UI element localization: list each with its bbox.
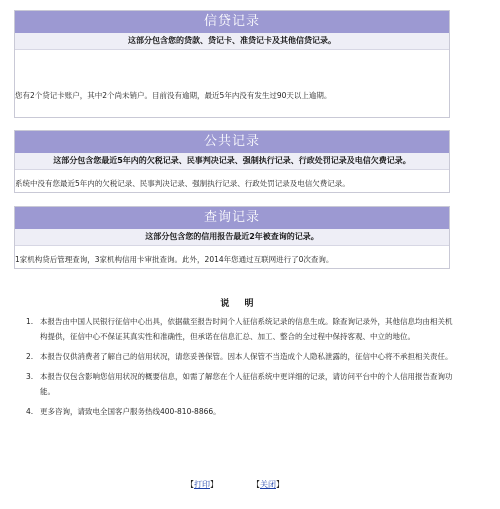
notes-title: 说 明 xyxy=(220,299,260,309)
print-control xyxy=(186,479,218,490)
query-record-summary: 1家机构贷后管理查询，3家机构信用卡审批查询。此外，2014年您通过互联网进行了0次查询。 xyxy=(15,255,334,264)
note-text: 更多咨询，请致电全国客户服务热线400-810-8866。 xyxy=(40,407,221,416)
close-bracket-close: 】 xyxy=(276,480,284,489)
query-record-subtitle: 这部分包含您的信用报告最近2年被查询的记录。 xyxy=(15,229,449,246)
note-item xyxy=(26,404,456,419)
public-record-title: 公共记录 xyxy=(15,131,449,153)
public-record-subtitle: 这部分包含您最近5年内的欠税记录、民事判决记录、强制执行记录、行政处罚记录及电信欠费记录。 xyxy=(15,153,449,170)
note-item xyxy=(26,369,456,399)
close-link[interactable]: 关闭 xyxy=(260,480,276,489)
credit-record-subtitle: 这部分包含您的贷款、贷记卡、准贷记卡及其他信贷记录。 xyxy=(15,33,449,50)
credit-record-title: 信贷记录 xyxy=(15,11,449,33)
note-number: 2. xyxy=(26,352,34,361)
public-record-section xyxy=(14,130,450,193)
note-text: 本报告仅包含影响您信用状况的概要信息，如需了解您在个人征信系统中更详细的记录，请访问平台中的个人信用报告查询功能。 xyxy=(40,372,453,396)
query-record-section xyxy=(14,206,450,269)
credit-record-section xyxy=(14,10,450,118)
close-control xyxy=(252,479,284,490)
note-number: 1. xyxy=(26,317,34,326)
print-bracket-open: 【 xyxy=(186,480,194,489)
note-item xyxy=(26,349,456,364)
notes-list xyxy=(26,314,456,424)
close-bracket-open: 【 xyxy=(252,480,260,489)
credit-record-summary: 您有2个贷记卡账户，其中2个尚未销户。目前没有逾期，最近5年内没有发生过90天以上逾期。 xyxy=(15,91,332,100)
print-link[interactable]: 打印 xyxy=(194,480,210,489)
note-number: 3. xyxy=(26,372,34,381)
print-bracket-close: 】 xyxy=(210,480,218,489)
note-text: 本报告由中国人民银行征信中心出具，依据截至报告时间个人征信系统记录的信息生成。除查询记录外，其他信息均由相关机构提供，征信中心不保证其真实性和准确性，但承诺在信息汇总、加工、整合的全过程中保持客观、中立的地位。 xyxy=(40,317,453,341)
public-record-summary: 系统中没有您最近5年内的欠税记录、民事判决记录、强制执行记录、行政处罚记录及电信欠费记录。 xyxy=(15,179,350,188)
note-text: 本报告仅供消费者了解自己的信用状况，请您妥善保管。因本人保管不当造成个人隐私泄露的，征信中心将不承担相关责任。 xyxy=(40,352,453,361)
note-number: 4. xyxy=(26,407,34,416)
note-item xyxy=(26,314,456,344)
query-record-title: 查询记录 xyxy=(15,207,449,229)
